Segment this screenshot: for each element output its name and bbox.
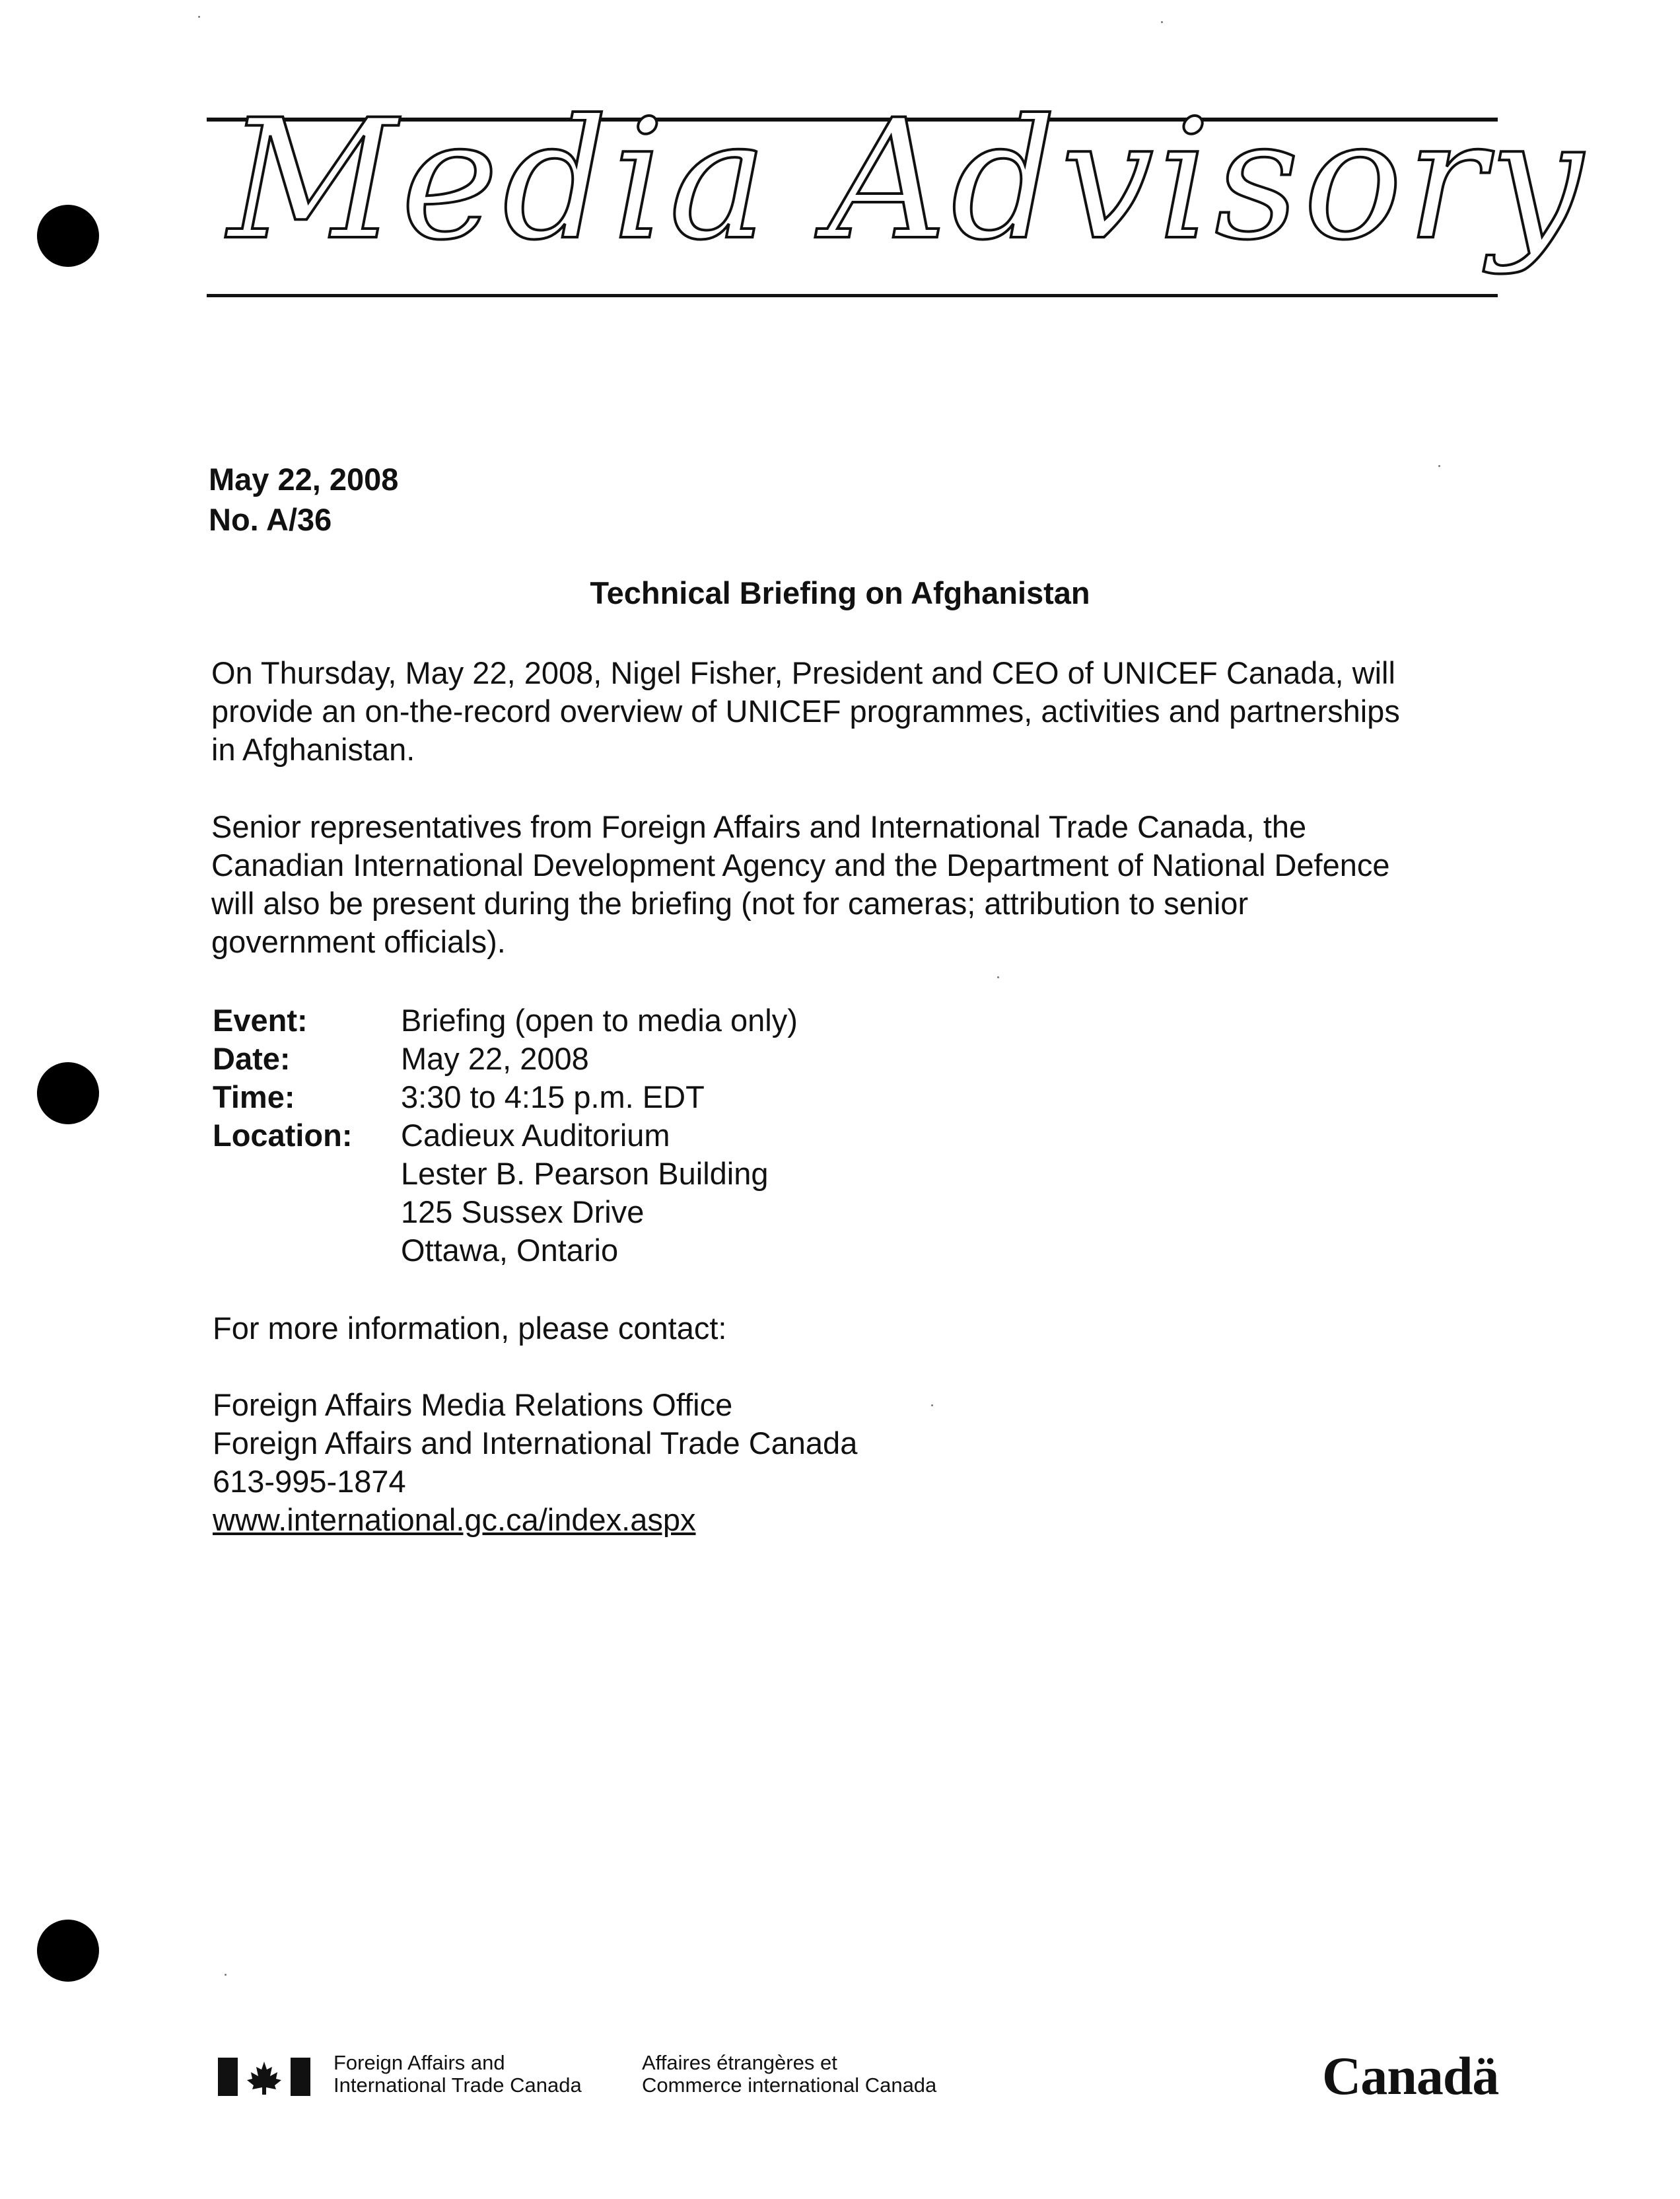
masthead-title: Media Advisory [228, 84, 1587, 276]
footer-english-name [333, 2052, 582, 2097]
hole-punch-top [37, 205, 99, 267]
paragraph-line: Senior representatives from Foreign Affairs and International Trade Canada, the [211, 809, 1307, 844]
contact-phone: 613-995-1874 [213, 1464, 406, 1499]
location-line: 125 Sussex Drive [401, 1194, 645, 1229]
scan-speck [931, 1404, 933, 1406]
location-label: Location: [213, 1118, 353, 1153]
footer-line: Affaires étrangères et [642, 2051, 837, 2074]
location-line: Lester B. Pearson Building [401, 1156, 769, 1191]
date-value: May 22, 2008 [401, 1041, 589, 1076]
paragraph-line: Canadian International Development Agency and the Department of National Defence [211, 847, 1390, 883]
masthead-bottom-rule [207, 294, 1498, 297]
contact-website-link[interactable]: www.international.gc.ca/index.aspx [213, 1502, 696, 1537]
location-line: Ottawa, Ontario [401, 1233, 619, 1268]
contact-block [213, 1386, 857, 1539]
footer-line: Foreign Affairs and [333, 2051, 505, 2074]
hole-punch-bottom [37, 1920, 99, 1982]
date-label: Date: [213, 1041, 291, 1076]
paragraph-attendees [211, 808, 1506, 961]
paragraph-line: provide an on-the-record overview of UNICEF programmes, activities and partnerships [211, 694, 1400, 729]
advisory-number: No. A/36 [209, 502, 332, 537]
footer-line: Commerce international Canada [642, 2073, 937, 2097]
time-value: 3:30 to 4:15 p.m. EDT [401, 1079, 705, 1114]
paragraph-line: will also be present during the briefing (not for cameras; attribution to senior [211, 886, 1249, 921]
paragraph-line: government officials). [211, 924, 506, 959]
canada-wordmark: Canadä [1322, 2046, 1499, 2106]
time-label: Time: [213, 1079, 295, 1114]
scan-speck [1438, 465, 1440, 467]
paragraph-line: On Thursday, May 22, 2008, Nigel Fisher, President and CEO of UNICEF Canada, will [211, 655, 1395, 690]
page-title: Technical Briefing on Afghanistan [590, 575, 1090, 610]
location-line: Cadieux Auditorium [401, 1118, 670, 1153]
scan-speck [1161, 21, 1163, 23]
contact-department: Foreign Affairs and International Trade Canada [213, 1425, 858, 1460]
event-value: Briefing (open to media only) [401, 1003, 798, 1038]
hole-punch-middle [37, 1062, 99, 1124]
scan-speck [997, 976, 999, 978]
contact-office: Foreign Affairs Media Relations Office [213, 1387, 733, 1422]
footer-french-name [642, 2052, 936, 2097]
paragraph-overview [211, 654, 1506, 769]
advisory-date: May 22, 2008 [209, 462, 399, 497]
footer-line: International Trade Canada [333, 2073, 582, 2097]
paragraph-line: in Afghanistan. [211, 732, 415, 767]
scan-speck [198, 16, 200, 18]
scan-speck [225, 1974, 227, 1976]
contact-intro: For more information, please contact: [213, 1311, 727, 1346]
event-label: Event: [213, 1003, 308, 1038]
canada-flag-icon [218, 2056, 310, 2097]
